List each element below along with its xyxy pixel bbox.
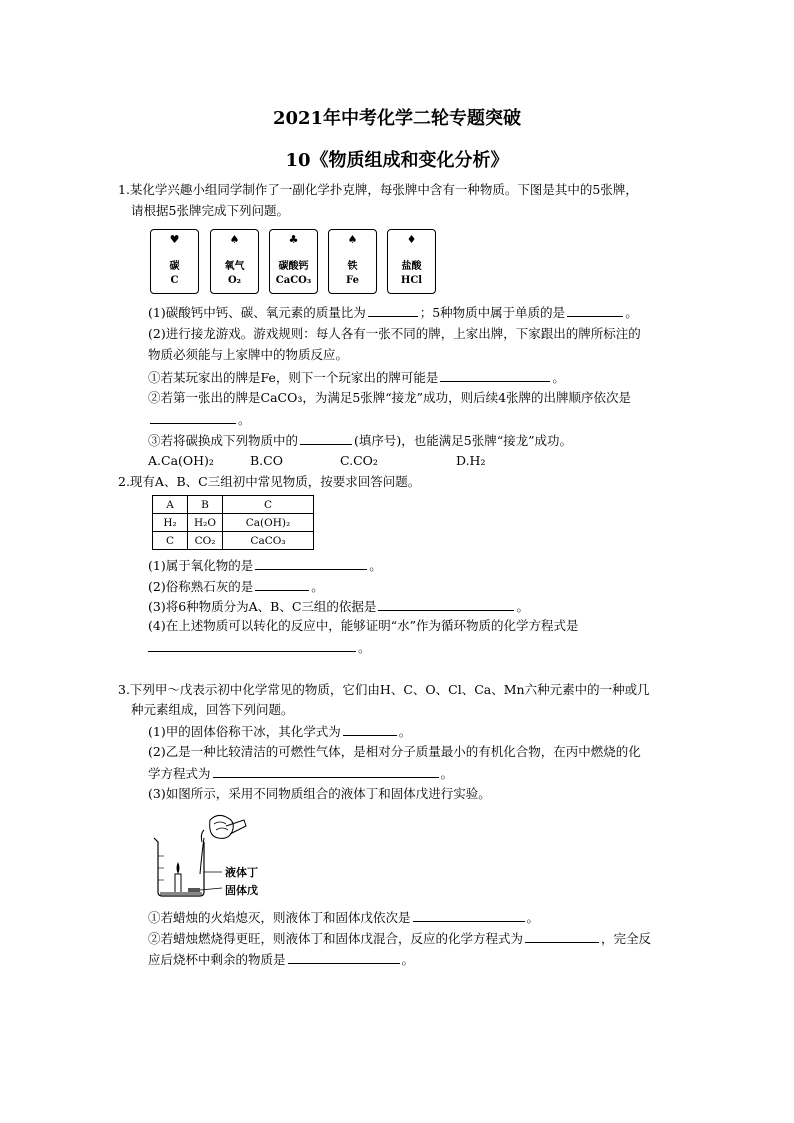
answer-blank[interactable] [567,304,623,317]
card-carbon [150,229,199,294]
option-b: B.CO [250,453,283,468]
card-name: 碳酸钙 [278,261,309,272]
table-cell: C [153,532,188,550]
table-cell: CaCO₃ [223,532,314,550]
q3-part3-ii: ②若蜡烛燃烧得更旺，则液体丁和固体戊混合，反应的化学方程式为 ，完全反 [148,931,652,946]
option-d: D.H₂ [456,453,486,468]
q3-intro-line2: 种元素组成，回答下列问题。 [131,702,294,717]
q3-part3-ii-line2: 应后烧杯中剩余的物质是 。 [148,952,415,967]
card-formula: O₂ [227,275,242,286]
card-hydrochloric-acid [387,229,436,294]
table-row [153,514,314,532]
q3-intro-line1: 3.下列甲～戊表示初中化学常见的物质，它们由H、C、O、Cl、Ca、Mn六种元素中的一种或几 [118,682,650,697]
answer-blank[interactable] [300,432,352,445]
q2-part1: (1)属于氧化物的是 。 [148,558,382,573]
q1-part2-i: ①若某玩家出的牌是Fe，则下一个玩家出的牌可能是 。 [148,370,565,385]
table-row [153,532,314,550]
answer-blank[interactable] [148,639,356,652]
table-cell: H₂O [188,514,223,532]
experiment-figure [148,812,288,898]
figure-label-liquid: 液体丁 [225,866,258,879]
answer-blank[interactable] [368,304,418,317]
answer-blank[interactable] [378,598,514,611]
club-icon: ♣ [288,233,299,246]
q1-part2-line2: 物质必须能与上家牌中的物质反应。 [148,347,349,362]
q2-part4: (4)在上述物质可以转化的反应中，能够证明“水”作为循环物质的化学方程式是 [148,618,579,633]
answer-blank[interactable] [213,765,439,778]
answer-blank[interactable] [288,951,400,964]
table-cell: H₂ [153,514,188,532]
q1-part2-ii: ②若第一张出的牌是CaCO₃，为满足5张牌“接龙”成功，则后续4张牌的出牌顺序依次是 [148,390,632,405]
page-title: 2021年中考化学二轮专题突破 [272,108,522,129]
card-name: 盐酸 [401,261,422,272]
table-cell: Ca(OH)₂ [223,514,314,532]
table-header-cell: A [153,496,188,514]
table-header-cell: B [188,496,223,514]
table-cell: CO₂ [188,532,223,550]
answer-blank[interactable] [255,557,367,570]
answer-blank[interactable] [255,578,309,591]
card-formula: C [170,275,179,286]
q2-part4-answer: 。 [148,639,371,656]
groups-table [152,495,314,550]
card-calcium-carbonate [269,229,318,294]
table-header-cell: C [223,496,314,514]
answer-blank[interactable] [440,369,550,382]
q1-part1: (1)碳酸钙中钙、碳、氧元素的质量比为 ；5种物质中属于单质的是 。 [148,305,638,320]
q3-part2-line1: (2)乙是一种比较清洁的可燃性气体，是相对分子质量最小的有机化合物，在丙中燃烧的化 [148,744,641,759]
q2-part2: (2)俗称熟石灰的是 。 [148,579,324,594]
card-iron [328,229,377,294]
q3-part2-line2: 学方程式为 。 [148,766,454,781]
q3-part3: (3)如图所示，采用不同物质组合的液体丁和固体戊进行实验。 [148,786,491,801]
q1-intro-line2: 请根据5张牌完成下列问题。 [131,203,289,218]
q3-part1: (1)甲的固体俗称干冰，其化学式为 。 [148,724,412,739]
answer-blank[interactable] [525,930,599,943]
answer-blank[interactable] [413,909,525,922]
beaker-candle-illustration [148,812,288,898]
spade-icon: ♠ [229,233,240,246]
q1-part2-ii-answer: 。 [148,411,251,428]
answer-blank[interactable] [150,411,236,424]
option-c: C.CO₂ [340,453,378,468]
q1-part2-line1: (2)进行接龙游戏。游戏规则：每人各有一张不同的牌，上家出牌，下家跟出的牌所标注的 [148,326,641,341]
table-header-row [153,496,314,514]
page-subtitle: 10《物质组成和变化分析》 [285,150,509,171]
card-formula: Fe [346,275,359,286]
option-a: A.Ca(OH)₂ [148,453,214,468]
q1-part2-iii: ③若将碳换成下列物质中的 (填序号)，也能满足5张牌“接龙”成功。 [148,433,573,448]
heart-icon: ♥ [169,233,180,246]
diamond-icon: ♦ [406,233,417,246]
card-name: 碳 [169,261,180,272]
card-formula: HCl [400,275,423,286]
card-oxygen [210,229,259,294]
q2-intro: 2.现有A、B、C三组初中常见物质，按要求回答问题。 [118,474,421,489]
card-formula: CaCO₃ [275,275,312,286]
answer-blank[interactable] [343,723,397,736]
q2-part3: (3)将6种物质分为A、B、C三组的依据是 。 [148,599,529,614]
q3-part3-i: ①若蜡烛的火焰熄灭，则液体丁和固体戊依次是 。 [148,910,540,925]
card-name: 氧气 [224,261,245,272]
spade-icon: ♠ [347,233,358,246]
figure-label-solid: 固体戊 [225,884,258,897]
q1-intro-line1: 1.某化学兴趣小组同学制作了一副化学扑克牌，每张牌中含有一种物质。下图是其中的5张牌， [118,182,638,197]
card-name: 铁 [347,261,358,272]
